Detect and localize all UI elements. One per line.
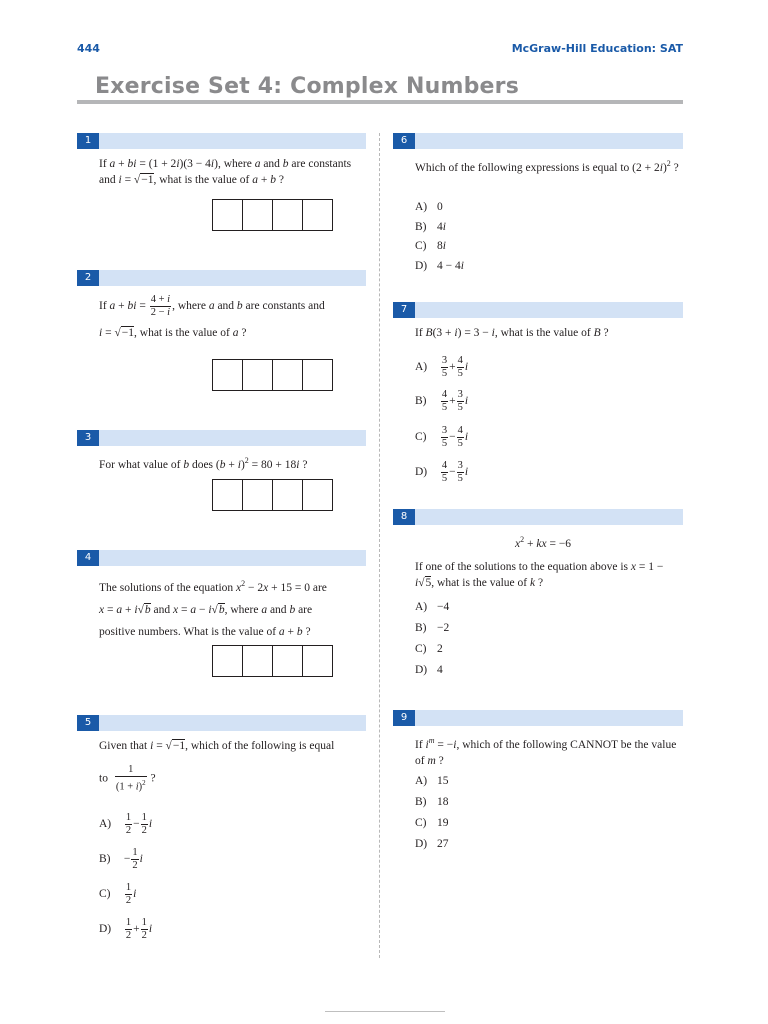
choice-letter: C) <box>415 643 427 655</box>
question-7-text: If B(3 + i) = 3 − i, what is the value of B ? <box>415 327 609 339</box>
footer-rule <box>325 1011 445 1012</box>
choice-letter: C) <box>415 431 427 444</box>
q7-choice-d[interactable]: D) $\frac{4}{5}$ − $\frac{3}{5}$ i <box>415 460 469 484</box>
question-number-9: 9 <box>393 710 415 726</box>
question-6-text: Which of the following expressions is equal to $(2 + 2i)^2$ ? <box>415 159 679 174</box>
q5-choice-d[interactable]: D) $\frac{1}{2}$ + $\frac{1}{2}$ i <box>99 917 153 941</box>
question-1-text: If a + bi = (1 + 2i)(3 − 4i), where a and b are constants and i = √−1, what is the value of a + b ? <box>99 158 352 186</box>
question-number-8: 8 <box>393 509 415 525</box>
choice-value: 27 <box>437 838 449 850</box>
q7-choice-a[interactable]: A) $\frac{3}{5}$ + $\frac{4}{5}$ i <box>415 355 469 379</box>
choice-letter: A) <box>415 201 428 213</box>
question-3-text: For what value of b does $(b + i)^2 = 80 + 18i$ ? <box>99 456 308 471</box>
question-bar-9 <box>393 710 683 726</box>
choice-value: 2 <box>437 643 443 655</box>
choice-letter: D) <box>99 923 112 936</box>
choice-letter: C) <box>415 817 427 829</box>
q9-choice-a[interactable] <box>415 773 449 789</box>
column-divider <box>379 133 380 958</box>
question-number-4: 4 <box>77 550 99 566</box>
choice-letter: B) <box>415 221 427 233</box>
choice-letter: C) <box>99 888 111 901</box>
q6-choice-a[interactable] <box>415 199 443 215</box>
choice-letter: B) <box>415 395 427 408</box>
q6-choice-b[interactable]: B) 4i <box>415 221 446 233</box>
question-number-3: 3 <box>77 430 99 446</box>
question-number-5: 5 <box>77 715 99 731</box>
question-bar-2 <box>77 270 366 286</box>
page-title: Exercise Set 4: Complex Numbers <box>95 74 520 99</box>
question-bar-7 <box>393 302 683 318</box>
q5-choice-a[interactable]: A) $\frac{1}{2}$ − $\frac{1}{2}$ i <box>99 812 153 836</box>
q8-choice-b[interactable] <box>415 620 449 636</box>
choice-value: 0 <box>437 201 443 213</box>
question-bar-3 <box>77 430 366 446</box>
q6-choice-c[interactable]: C) 8i <box>415 240 446 252</box>
question-bar-6 <box>393 133 683 149</box>
q8-choice-a[interactable] <box>415 599 449 615</box>
choice-letter: C) <box>415 240 427 252</box>
title-rule <box>77 100 683 104</box>
choice-value: 18 <box>437 796 449 808</box>
q9-choice-b[interactable] <box>415 794 449 810</box>
choice-letter: D) <box>415 260 428 272</box>
question-bar-1 <box>77 133 366 149</box>
question-4-text: The solutions of the equation $x^2 - 2x + 15 = 0$ are x = a + i√b and x = a − i√b, where a and b are positive numbers. What is the value of a + b ? <box>99 579 327 638</box>
question-8-equation: $x^2$ + kx = −6 <box>515 535 572 550</box>
choice-letter: A) <box>415 775 428 787</box>
question-8-text: If one of the solutions to the equation above is x = 1 − i√5, what is the value of k ? <box>415 561 664 589</box>
choice-value: 19 <box>437 817 449 829</box>
question-bar-4 <box>77 550 366 566</box>
choice-letter: B) <box>415 796 427 808</box>
choice-value: −2 <box>437 622 450 634</box>
question-5-text: Given that i = √−1, which of the following is equal <box>99 740 335 752</box>
choice-letter: D) <box>415 838 428 850</box>
question-2-text: If a + bi = $\frac{4 + i}{2 - i}$ , where a and b are constants and i = √−1, what is the value of a ? <box>99 294 325 339</box>
choice-letter: A) <box>415 601 428 613</box>
page-number: 444 <box>77 42 100 55</box>
q9-choice-c[interactable] <box>415 815 449 831</box>
publisher-header: McGraw-Hill Education: SAT <box>511 42 683 55</box>
question-bar-5 <box>77 715 366 731</box>
choice-letter: A) <box>99 818 112 831</box>
choice-letter: D) <box>415 466 428 479</box>
choice-letter: A) <box>415 361 428 374</box>
choice-letter: B) <box>415 622 427 634</box>
q6-choice-d[interactable]: D) 4 − 4i <box>415 260 464 272</box>
choice-letter: D) <box>415 664 428 676</box>
q8-choice-d[interactable] <box>415 662 443 678</box>
q7-choice-b[interactable]: B) $\frac{4}{5}$ + $\frac{3}{5}$ i <box>415 389 469 413</box>
answer-grid-4[interactable] <box>212 645 333 677</box>
q9-choice-d[interactable] <box>415 836 449 852</box>
q7-choice-c[interactable]: C) $\frac{3}{5}$ − $\frac{4}{5}$ i <box>415 425 469 449</box>
q5-choice-b[interactable]: B) − $\frac{1}{2}$ i <box>99 847 143 871</box>
question-number-2: 2 <box>77 270 99 286</box>
question-number-1: 1 <box>77 133 99 149</box>
question-5-text-cont: to $\frac{1}{(1 + i)^2}$ ? <box>99 764 156 793</box>
question-number-6: 6 <box>393 133 415 149</box>
q5-choice-c[interactable]: C) $\frac{1}{2}$ i <box>99 882 137 906</box>
choice-value: 15 <box>437 775 449 787</box>
choice-value: 4 <box>437 664 443 676</box>
question-9-text: If $i^m = -i$, which of the following CANNOT be the value of m ? <box>415 736 677 767</box>
q8-choice-c[interactable] <box>415 641 443 657</box>
choice-letter: B) <box>99 853 111 866</box>
choice-value: −4 <box>437 601 450 613</box>
answer-grid-1[interactable] <box>212 199 333 231</box>
answer-grid-2[interactable] <box>212 359 333 391</box>
answer-grid-3[interactable] <box>212 479 333 511</box>
question-bar-8 <box>393 509 683 525</box>
question-number-7: 7 <box>393 302 415 318</box>
